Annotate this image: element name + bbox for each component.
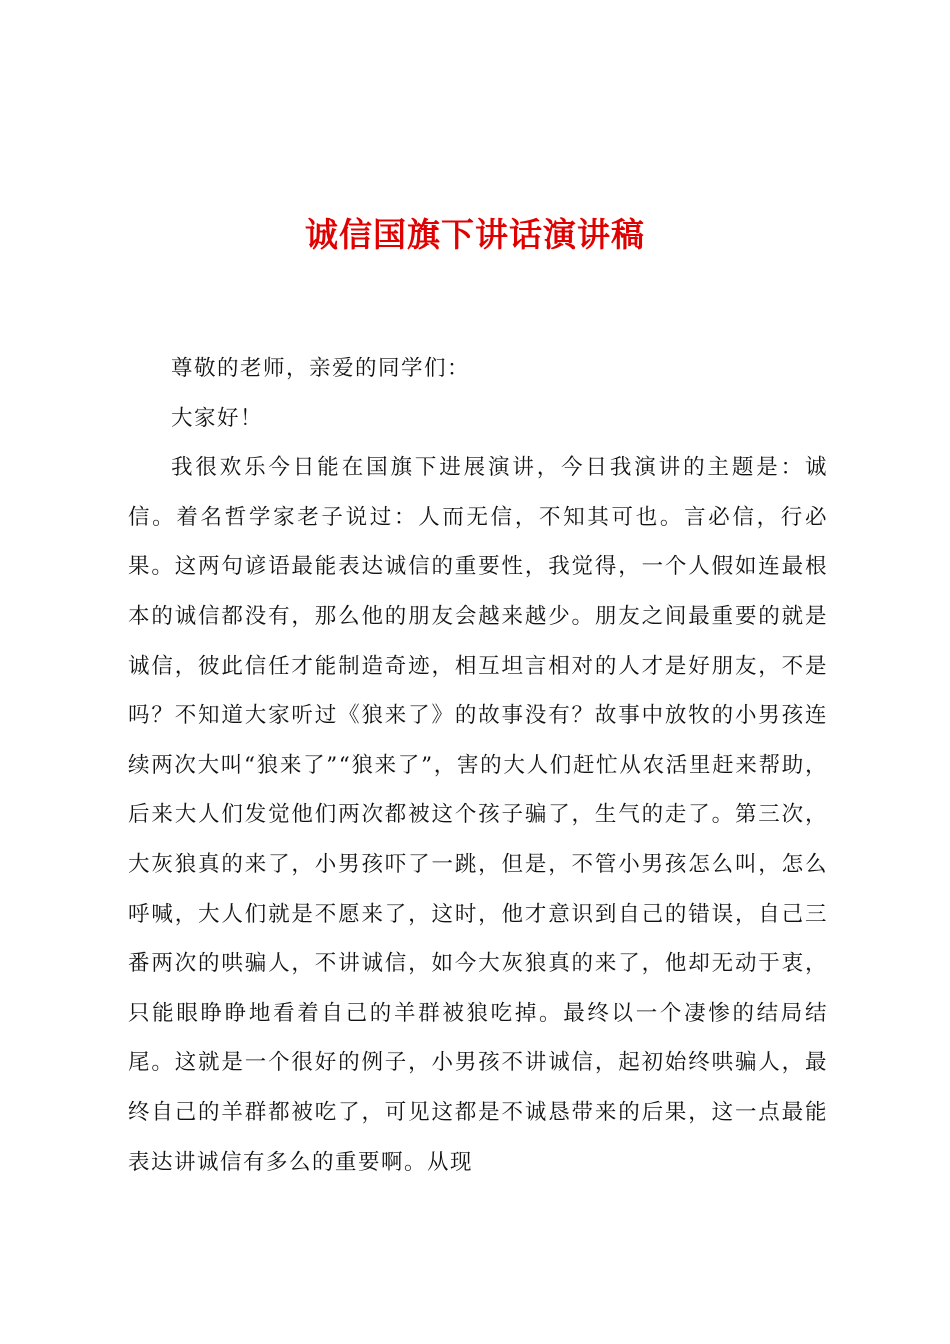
body-paragraph: 我很欢乐今日能在国旗下进展演讲，今日我演讲的主题是：诚信。着名哲学家老子说过：人而无信，不知其可也。言必信，行必果。这两句谚语最能表达诚信的重要性，我觉得，一个人假如连最根本的诚信都没有，那么他的朋友会越来越少。朋友之间最重要的就是诚信，彼此信任才能制造奇迹，相互坦言相对的人才是好朋友，不是吗？不知道大家听过《狼来了》的故事没有？故事中放牧的小男孩连续两次大叫“狼来了”“狼来了”，害的大人们赶忙从农活里赶来帮助，后来大人们发觉他们两次都被这个孩子骗了，生气的走了。第三次，大灰狼真的来了，小男孩吓了一跳，但是，不管小男孩怎么叫，怎么呼喊，大人们就是不愿来了，这时，他才意识到自己的错误，自己三番两次的哄骗人，不讲诚信，如今大灰狼真的来了，他却无动于衷，只能眼睁睁地看着自己的羊群被狼吃掉。最终以一个凄惨的结局结尾。这就是一个很好的例子，小男孩不讲诚信，起初始终哄骗人，最终自己的羊群都被吃了，可见这都是不诚恳带来的后果，这一点最能表达讲诚信有多么的重要啊。从现 [128, 455, 828, 1175]
salutation-line: 尊敬的老师，亲爱的同学们： [171, 356, 471, 381]
document-body [128, 344, 828, 1187]
greeting-line: 大家好！ [171, 405, 264, 431]
document-title: 诚信国旗下讲话演讲稿 [305, 215, 645, 254]
